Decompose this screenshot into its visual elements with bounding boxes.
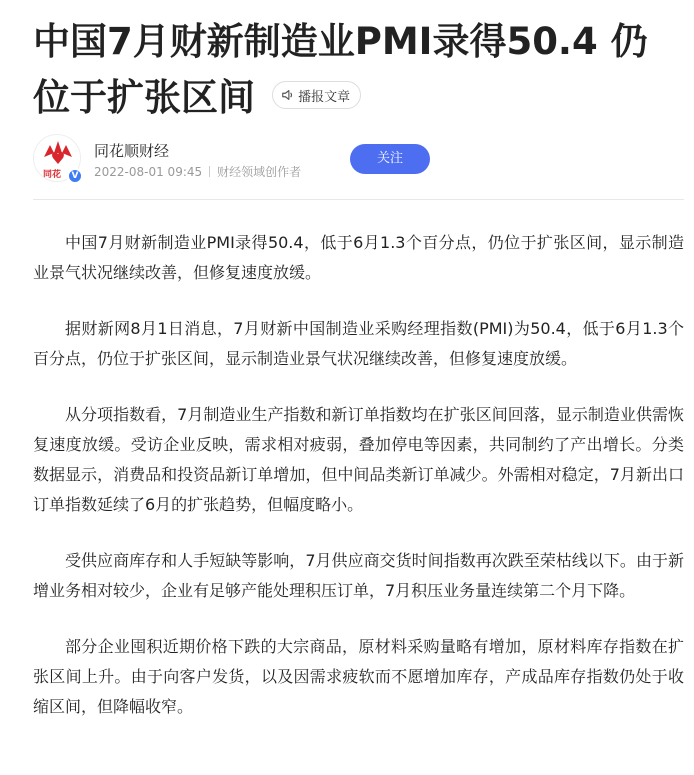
article-title: 中国7月财新制造业PMI录得50.4 仍位于扩张区间 <box>33 20 648 119</box>
speaker-icon <box>281 88 295 102</box>
verified-badge: V <box>67 168 83 184</box>
publish-date: 2022-08-01 09:45 <box>94 165 203 179</box>
meta-divider <box>209 166 210 177</box>
article-content <box>33 228 684 748</box>
article-paragraph: 据财新网8月1日消息，7月财新中国制造业采购经理指数(PMI)为50.4，低于6月1.3个百分点，仍位于扩张区间，显示制造业景气状况继续改善，但修复速度放缓。 <box>33 319 684 368</box>
title-block <box>33 14 684 126</box>
author-role: 财经领域创作者 <box>217 165 302 179</box>
article-paragraph: 部分企业囤积近期价格下跌的大宗商品，原材料采购量略有增加，原材料库存指数在扩张区间上升。由于向客户发货，以及因需求疲软而不愿增加库存，产成品库存指数仍处于收缩区间，但降幅收窄。 <box>33 637 684 716</box>
read-aloud-button[interactable] <box>272 81 361 109</box>
article-paragraph: 从分项指数看，7月制造业生产指数和新订单指数均在扩张区间回落，显示制造业供需恢复速度放缓。受访企业反映，需求相对疲弱，叠加停电等因素，共同制约了产出增长。分类数据显示，消费品和投资品新订单增加，但中间品类新订单减少。外需相对稳定，7月新出口订单指数延续了6月的扩张趋势，但幅度略小。 <box>33 405 684 514</box>
follow-button[interactable]: 关注 <box>350 144 430 174</box>
read-aloud-label: 播报文章 <box>298 89 351 105</box>
svg-text:同花: 同花 <box>43 170 62 180</box>
article-paragraph: 中国7月财新制造业PMI录得50.4，低于6月1.3个百分点，仍位于扩张区间，显示制造业景气状况继续改善，但修复速度放缓。 <box>33 233 684 282</box>
author-name[interactable]: 同花顺财经 <box>94 142 170 160</box>
author-meta <box>94 163 301 180</box>
article-paragraph: 受供应商库存和人手短缺等影响，7月供应商交货时间指数再次跌至荣枯线以下。由于新增业务相对较少，企业有足够产能处理积压订单，7月积压业务量连续第二个月下降。 <box>33 551 684 600</box>
author-bar <box>33 134 684 200</box>
